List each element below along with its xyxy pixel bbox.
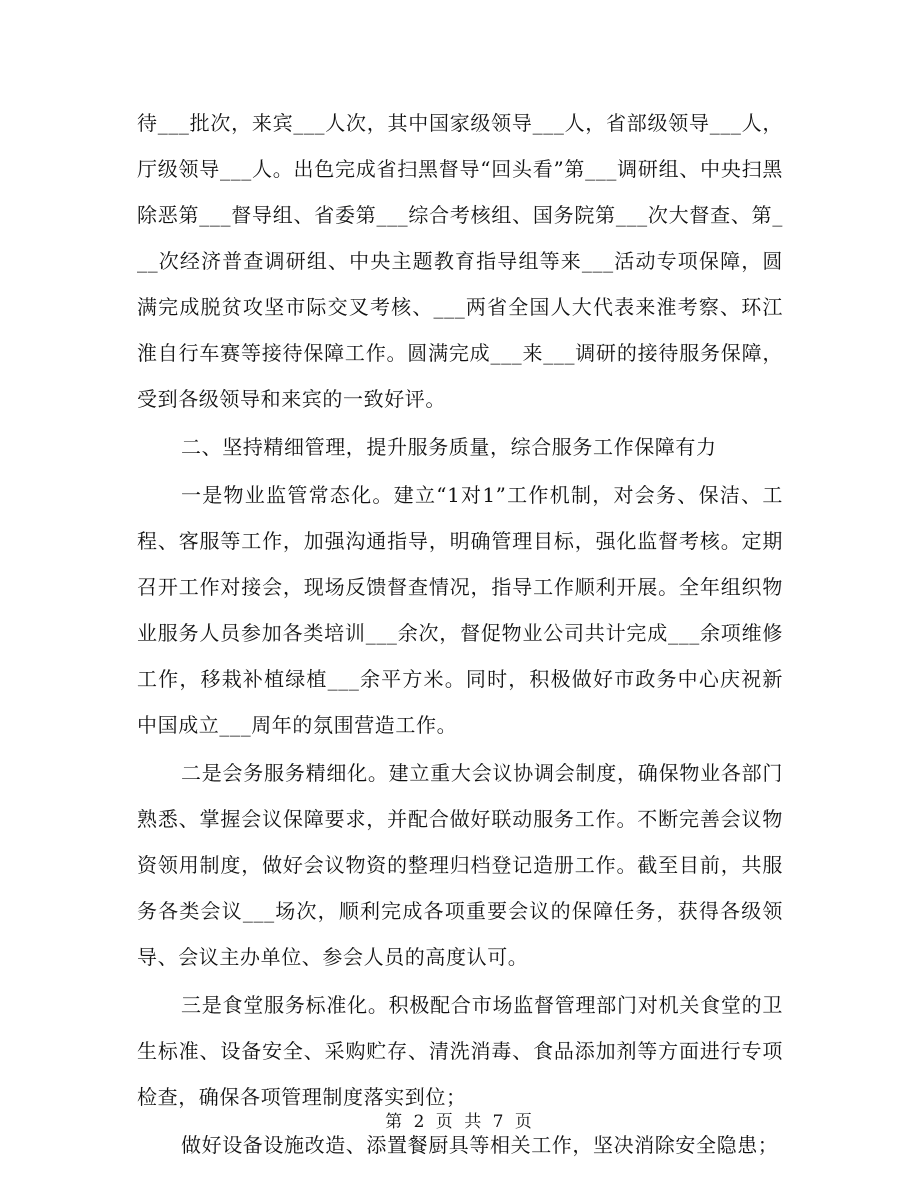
paragraph-equipment-upgrade: 做好设备设施改造、添置餐厨具等相关工作，坚决消除安全隐患； [181, 1133, 779, 1157]
paragraph-meeting-service: 二是会务服务精细化。建立重大会议协调会制度，确保物业各部门熟悉、掌握会议保障要求，并配合做好联动服务工作。不断完善会议物资领用制度，做好会议物资的整理归档登记造册工作。截至目前，共服务各类会议___场次，顺利完成各项重要会议的保障任务，获得各级领导、会议主办单位、参会人员的高度认可。 [137, 761, 783, 969]
paragraph-property-supervision: 一是物业监管常态化。建立“1对1”工作机制，对会务、保洁、工程、客服等工作，加强沟通指导，明确管理目标，强化监督考核。定期召开工作对接会，现场反馈督查情况，指导工作顺利开展。全年组织物业服务人员参加各类培训___余次，督促物业公司共计完成___余项维修工作，移栽补植绿植___余平方米。同时，积极做好市政务中心庆祝新中国成立___周年的氛围营造工作。 [137, 483, 783, 737]
document-body [137, 100, 783, 1168]
section-heading-comprehensive-service: 二、坚持精细管理，提升服务质量，综合服务工作保障有力 [181, 435, 717, 459]
paragraph-reception-summary: 待___批次，来宾___人次，其中国家级领导___人，省部级领导___人，厅级领导___人。出色完成省扫黑督导“回头看”第___调研组、中央扫黑除恶第___督导组、省委第___综合考核组、国务院第___次大督查、第___次经济普查调研组、中央主题教育指导组等来___活动专项保障，圆满完成脱贫攻坚市际交叉考核、___两省全国人大代表来淮考察、环江淮自行车赛等接待保障工作。圆满完成___来___调研的接待服务保障，受到各级领导和来宾的一致好评。 [137, 111, 783, 411]
paragraph-canteen-service: 三是食堂服务标准化。积极配合市场监督管理部门对机关食堂的卫生标准、设备安全、采购贮存、清洗消毒、食品添加剂等方面进行专项检查，确保各项管理制度落实到位； [137, 993, 783, 1109]
page-number-footer: 第 2 页 共 7 页 [385, 1112, 535, 1132]
